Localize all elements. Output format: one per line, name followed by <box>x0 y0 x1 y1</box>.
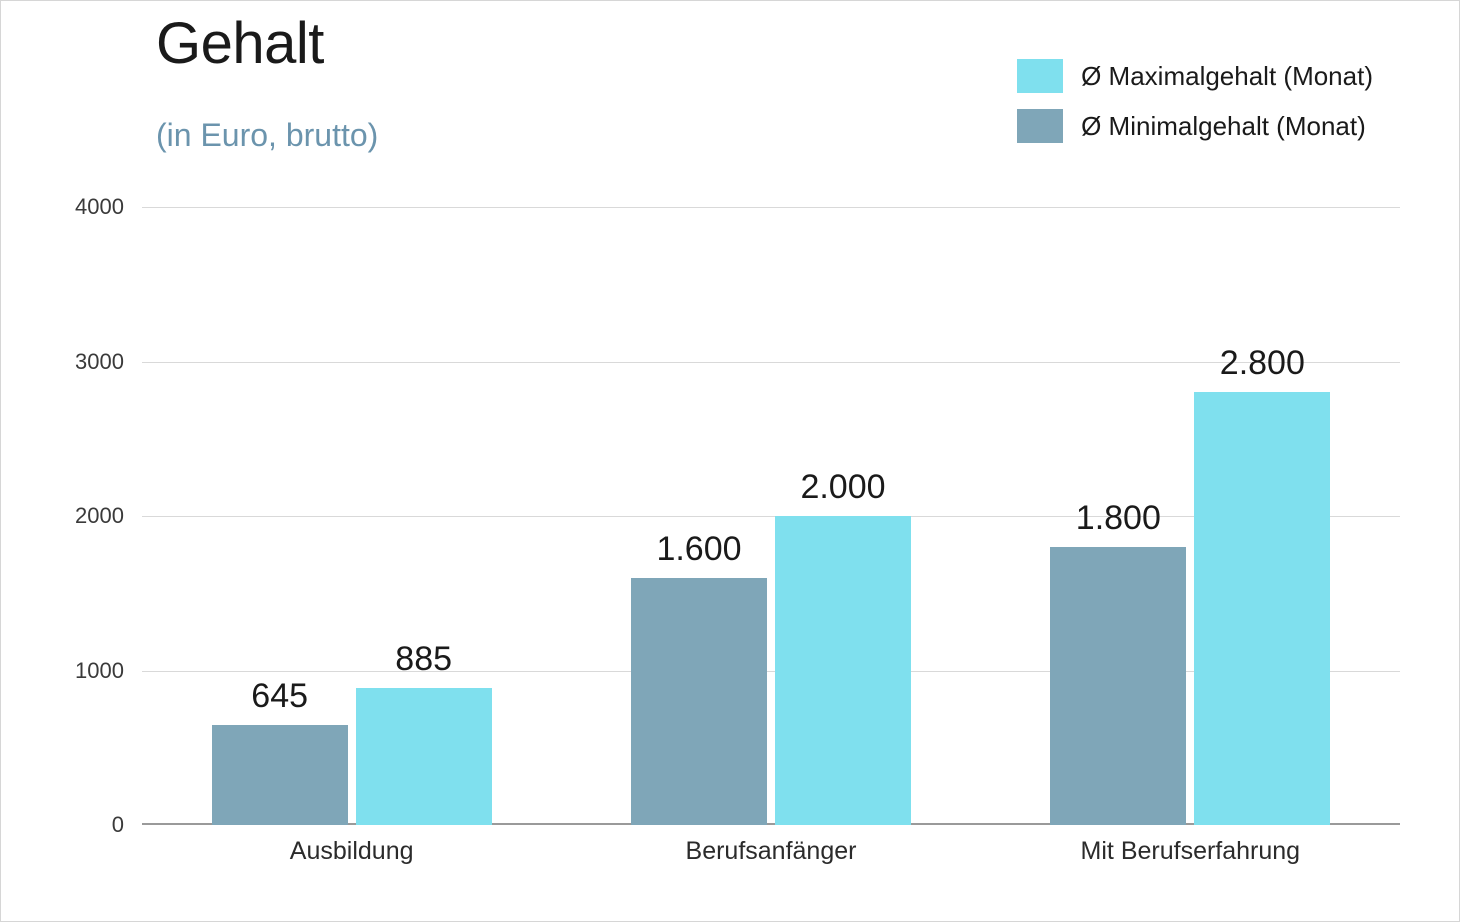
bar[interactable] <box>356 688 492 825</box>
y-axis-tick-label: 4000 <box>75 194 124 219</box>
bar[interactable] <box>631 578 767 825</box>
legend-label-max: Ø Maximalgehalt (Monat) <box>1081 60 1373 91</box>
y-axis-tick-label: 1000 <box>75 657 124 683</box>
bar[interactable] <box>1194 392 1330 825</box>
bar-value-label: 1.800 <box>1075 498 1161 537</box>
bar-value-label: 2.800 <box>1219 344 1305 383</box>
legend-swatch-min <box>1017 109 1063 143</box>
y-axis-tick-label: 3000 <box>75 348 124 374</box>
bar-value-label: 645 <box>251 677 309 716</box>
chart-legend <box>1017 59 1373 143</box>
bar-value-label: 885 <box>395 640 453 679</box>
legend-label-min: Ø Minimalgehalt (Monat) <box>1081 110 1366 141</box>
page-title: Gehalt <box>156 11 324 76</box>
x-axis-category-label: Mit Berufserfahrung <box>1080 837 1301 865</box>
bar[interactable] <box>1050 547 1186 825</box>
y-axis-tick-label: 2000 <box>75 503 124 528</box>
x-axis-category-label: Ausbildung <box>289 837 414 865</box>
bar-value-label: 1.600 <box>656 529 742 568</box>
x-axis-category-label: Berufsanfänger <box>685 837 857 865</box>
legend-item-max[interactable] <box>1017 59 1373 93</box>
bar[interactable] <box>775 516 911 825</box>
legend-swatch-max <box>1017 59 1063 93</box>
y-axis-tick-label: 0 <box>111 812 124 837</box>
legend-item-min[interactable] <box>1017 109 1366 143</box>
bar[interactable] <box>212 725 348 825</box>
bar-value-label: 2.000 <box>800 468 886 506</box>
gridline <box>142 207 1400 208</box>
plot-area <box>75 194 1400 865</box>
page-subtitle: (in Euro, brutto) <box>156 117 379 153</box>
